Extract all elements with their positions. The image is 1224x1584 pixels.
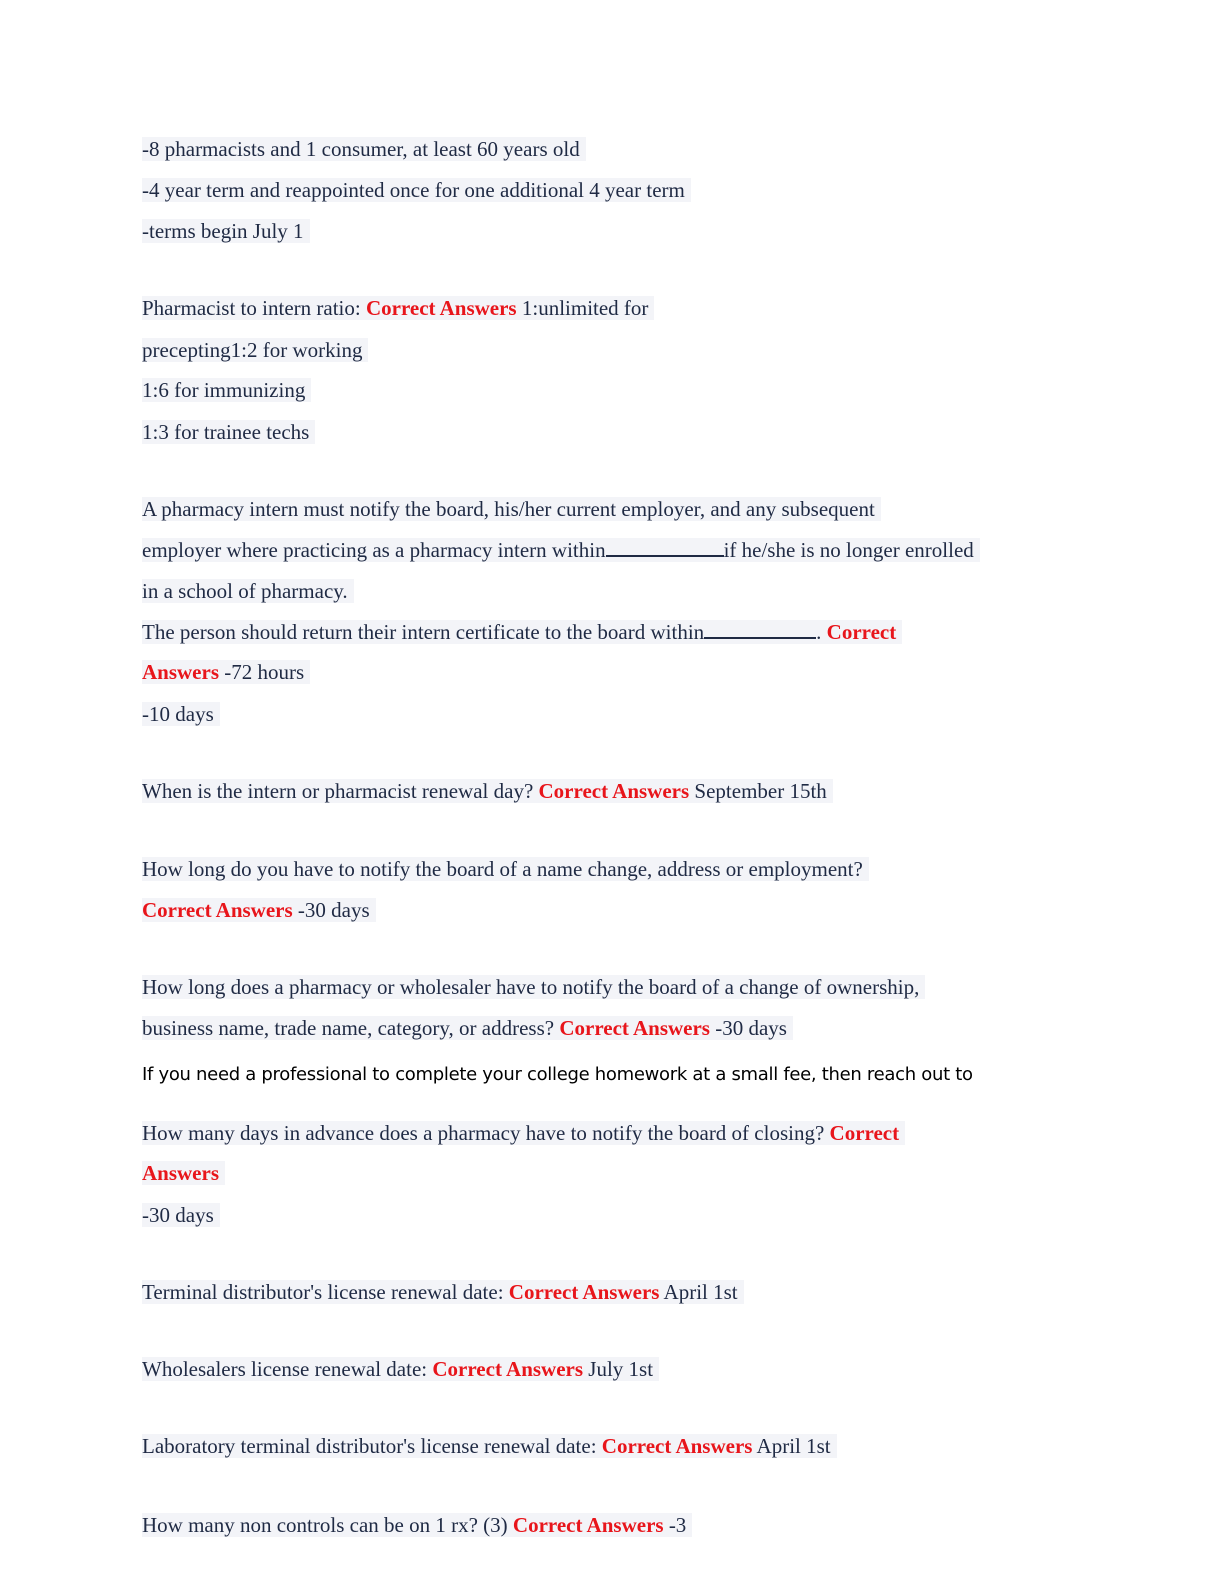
text-line — [142, 701, 220, 727]
correct-answers-label: Answers — [142, 660, 219, 684]
qa-line — [142, 295, 654, 321]
line-text: 1:3 for trainee techs — [142, 420, 315, 444]
correct-answers-label: Answers — [142, 1161, 219, 1185]
question-text: The person should return their intern certificate to the board within — [142, 620, 705, 644]
question-text-continued: if he/she is no longer enrolled — [723, 538, 974, 562]
line-text: 1:6 for immunizing — [142, 378, 311, 402]
text-line — [142, 218, 310, 244]
correct-answers-label: Correct — [829, 1121, 900, 1145]
answer-text: 1:unlimited for — [516, 296, 649, 320]
answer-text: April 1st — [752, 1434, 831, 1458]
text-line — [142, 337, 368, 363]
qa-line — [142, 1433, 837, 1459]
question-text: When is the intern or pharmacist renewal day? — [142, 779, 539, 803]
qa-line — [142, 537, 980, 563]
answer-text: -30 days — [292, 898, 370, 922]
line-text: How long does a pharmacy or wholesaler have to notify the board of a change of ownership, — [142, 975, 925, 999]
question-text: How many days in advance does a pharmacy have to notify the board of closing? — [142, 1121, 830, 1145]
qa-line — [142, 1512, 692, 1538]
question-text: business name, trade name, category, or address? — [142, 1016, 560, 1040]
qa-line — [142, 1120, 905, 1146]
line-text: How long do you have to notify the board of a name change, address or employment? — [142, 857, 869, 881]
fill-in-blank — [606, 537, 724, 557]
correct-answers-label: Correct Answers — [512, 1513, 664, 1537]
qa-line — [142, 619, 902, 645]
qa-line — [142, 1279, 744, 1305]
correct-answers-label: Correct — [826, 620, 897, 644]
answer-text: -72 hours — [219, 660, 305, 684]
promo-text: If you need a professional to complete your college homework at a small fee, then reach out to — [142, 1064, 973, 1085]
punctuation: . — [816, 620, 827, 644]
qa-line — [142, 1160, 225, 1186]
answer-text: July 1st — [583, 1357, 654, 1381]
fill-in-blank — [704, 619, 816, 639]
qa-line — [142, 659, 310, 685]
line-text: -8 pharmacists and 1 consumer, at least 60 years old — [142, 137, 586, 161]
correct-answers-label: Correct Answers — [538, 779, 690, 803]
text-line — [142, 496, 881, 522]
question-text: employer where practicing as a pharmacy intern within — [142, 538, 606, 562]
text-line — [142, 377, 311, 403]
correct-answers-label: Correct Answers — [142, 898, 293, 922]
text-line — [142, 1202, 220, 1228]
text-line — [142, 578, 354, 604]
line-text: A pharmacy intern must notify the board, his/her current employer, and any subsequent — [142, 497, 881, 521]
text-line — [142, 136, 586, 162]
correct-answers-label: Correct Answers — [432, 1357, 584, 1381]
line-text: precepting1:2 for working — [142, 338, 368, 362]
question-text: Wholesalers license renewal date: — [142, 1357, 433, 1381]
correct-answers-label: Correct Answers — [365, 296, 517, 320]
text-line — [142, 177, 691, 203]
question-text: Pharmacist to intern ratio: — [142, 296, 366, 320]
text-line — [142, 419, 315, 445]
qa-line — [142, 778, 833, 804]
question-text: How many non controls can be on 1 rx? (3) — [142, 1513, 513, 1537]
text-line — [142, 856, 869, 882]
answer-text: -30 days — [709, 1016, 787, 1040]
correct-answers-label: Correct Answers — [559, 1016, 710, 1040]
line-text: -4 year term and reappointed once for one additional 4 year term — [142, 178, 691, 202]
qa-line — [142, 897, 376, 923]
answer-text: April 1st — [659, 1280, 738, 1304]
line-text: in a school of pharmacy. — [142, 579, 354, 603]
line-text: -terms begin July 1 — [142, 219, 310, 243]
qa-line — [142, 1356, 659, 1382]
question-text: Laboratory terminal distributor's license renewal date: — [142, 1434, 602, 1458]
line-text: -30 days — [142, 1203, 220, 1227]
line-text: -10 days — [142, 702, 220, 726]
text-line — [142, 974, 925, 1000]
correct-answers-label: Correct Answers — [601, 1434, 753, 1458]
answer-text: September 15th — [689, 779, 827, 803]
answer-text: -3 — [663, 1513, 687, 1537]
question-text: Terminal distributor's license renewal date: — [142, 1280, 509, 1304]
qa-line — [142, 1015, 793, 1041]
correct-answers-label: Correct Answers — [508, 1280, 660, 1304]
